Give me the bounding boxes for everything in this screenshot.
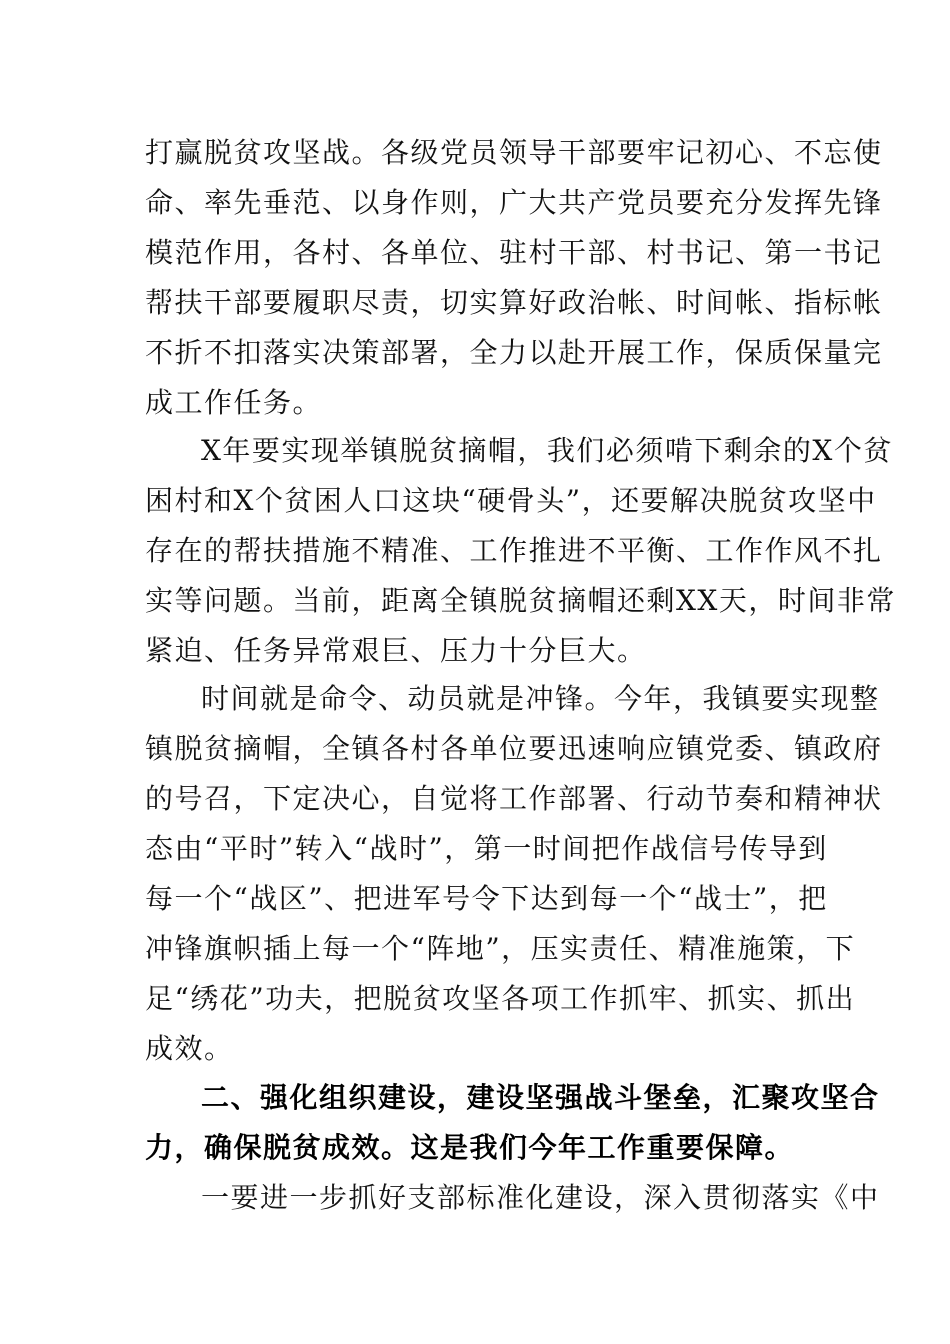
paragraph-5	[145, 1173, 880, 1223]
paragraph-line: 成工作任务。	[145, 386, 323, 419]
paragraph-line: 态由“平时”转入“战时”，第一时间把作战信号传导到	[145, 832, 828, 865]
section-heading	[145, 1073, 880, 1173]
paragraph-line: 不折不扣落实决策部署，全力以赴开展工作，保质保量完	[145, 336, 883, 369]
paragraph-line: 存在的帮扶措施不精准、工作推进不平衡、工作作风不扎	[145, 534, 883, 567]
paragraph-3	[145, 674, 883, 1074]
paragraph-line: 的号召，下定决心，自觉将工作部署、行动节奏和精神状	[145, 782, 883, 815]
paragraph-line: 打赢脱贫攻坚战。各级党员领导干部要牢记初心、不忘使	[145, 136, 883, 169]
paragraph-1	[145, 128, 883, 428]
paragraph-line: 命、率先垂范、以身作则，广大共产党员要充分发挥先锋	[145, 186, 883, 219]
paragraph-line: 一要进一步抓好支部标准化建设，深入贯彻落实《中	[201, 1181, 880, 1214]
paragraph-line: 冲锋旗帜插上每一个“阵地”，压实责任、精准施策，下	[145, 932, 856, 965]
paragraph-line: 紧迫、任务异常艰巨、压力十分巨大。	[145, 634, 647, 667]
paragraph-line: X年要实现举镇脱贫摘帽，我们必须啃下剩余的X个贫	[201, 434, 893, 467]
paragraph-line: 每一个“战区”、把进军号令下达到每一个“战士”，把	[145, 882, 828, 915]
paragraph-line: 成效。	[145, 1032, 234, 1065]
paragraph-line: 时间就是命令、动员就是冲锋。今年，我镇要实现整	[201, 682, 880, 715]
heading-line: 力，确保脱贫成效。这是我们今年工作重要保障。	[145, 1131, 795, 1164]
paragraph-line: 实等问题。当前，距离全镇脱贫摘帽还剩XX天，时间非常	[145, 584, 896, 617]
paragraph-2	[145, 426, 896, 676]
paragraph-line: 足“绣花”功夫，把脱贫攻坚各项工作抓牢、抓实、抓出	[145, 982, 856, 1015]
paragraph-line: 模范作用，各村、各单位、驻村干部、村书记、第一书记	[145, 236, 883, 269]
paragraph-line: 帮扶干部要履职尽责，切实算好政治帐、时间帐、指标帐	[145, 286, 883, 319]
paragraph-line: 镇脱贫摘帽，全镇各村各单位要迅速响应镇党委、镇政府	[145, 732, 883, 765]
paragraph-line: 困村和X个贫困人口这块“硬骨头”，还要解决脱贫攻坚中	[145, 484, 877, 517]
heading-line: 二、强化组织建设，建设坚强战斗堡垒，汇聚攻坚合	[201, 1081, 880, 1114]
